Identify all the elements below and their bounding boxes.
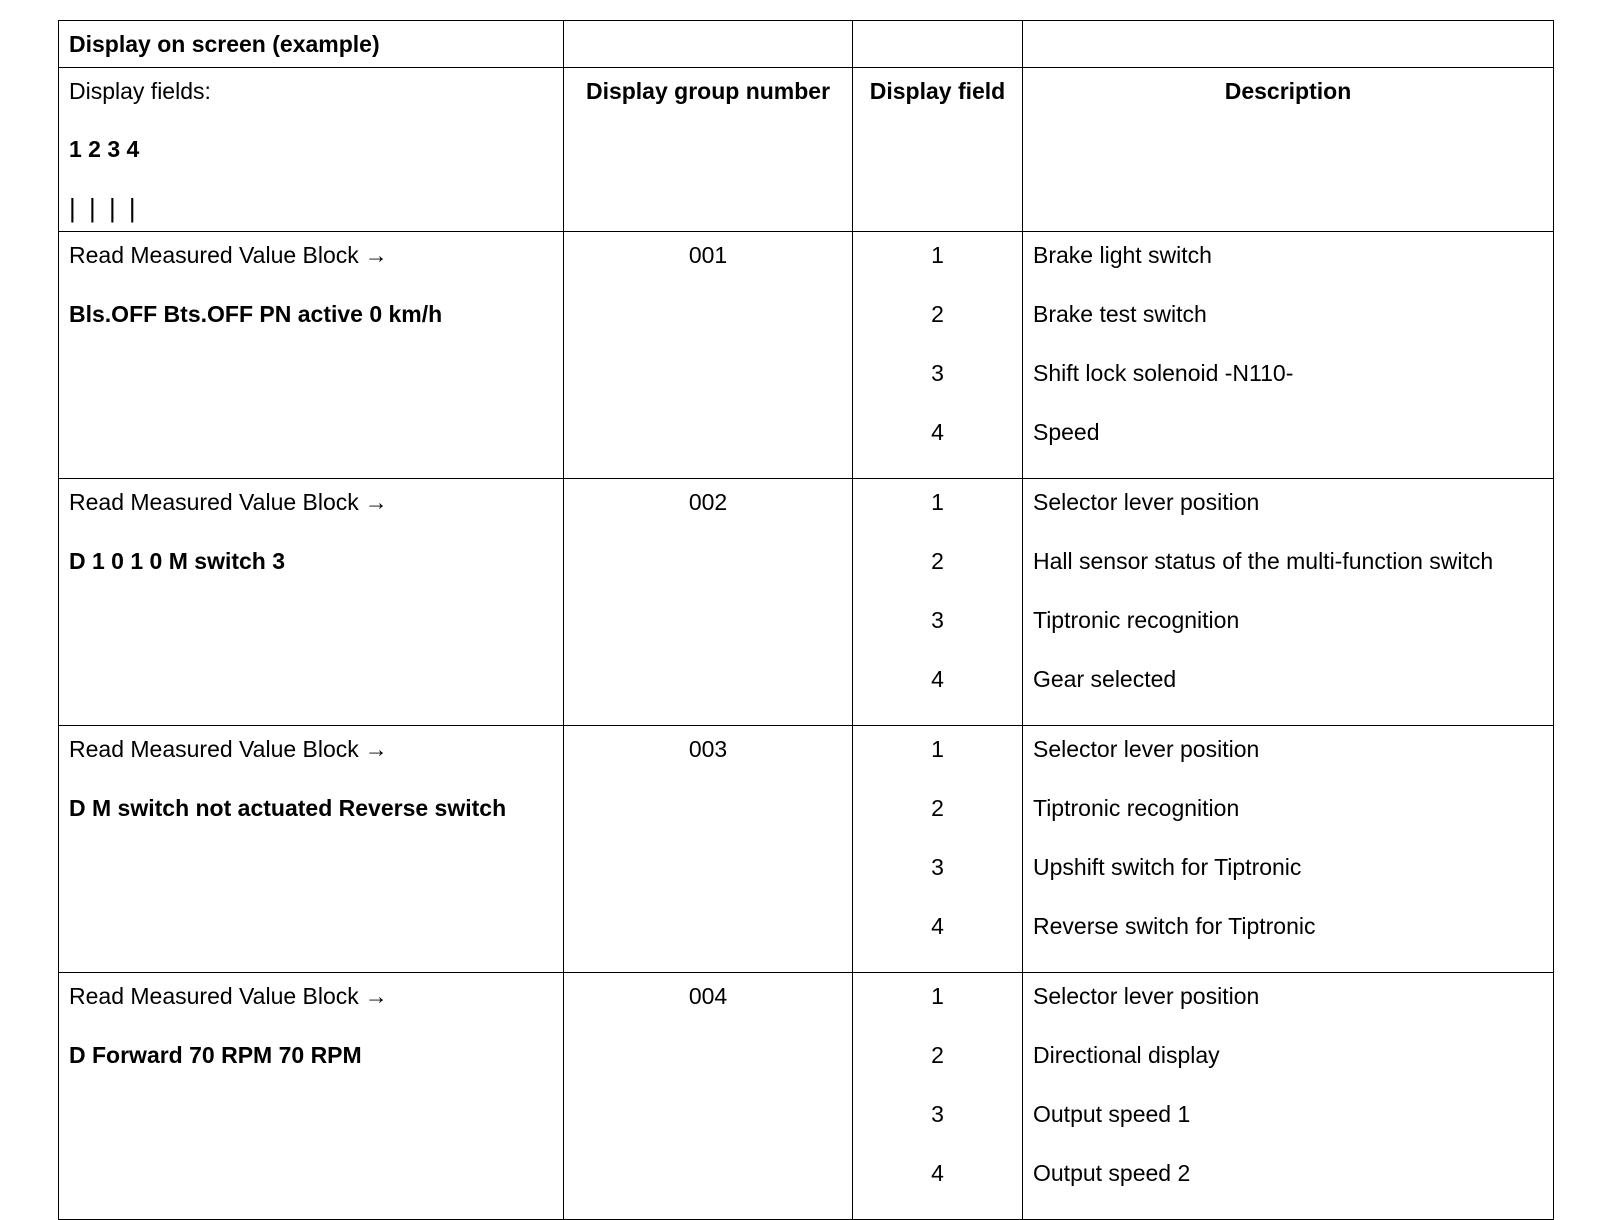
block-cell [59, 479, 564, 726]
field-description: Upshift switch for Tiptronic [1033, 854, 1302, 880]
descriptions-cell [1023, 479, 1554, 726]
title-row [59, 21, 1554, 68]
column-header-row [59, 68, 1554, 232]
field-description: Shift lock solenoid -N110- [1033, 360, 1294, 386]
block-label: Read Measured Value Block [69, 489, 359, 515]
block-cell [59, 232, 564, 479]
group-number: 001 [688, 242, 728, 268]
block-label: Read Measured Value Block [69, 736, 359, 762]
display-fields-label: Display fields: [69, 78, 211, 104]
field-numbers-cell [853, 232, 1023, 479]
group-number-header-cell [564, 68, 853, 232]
field-number: 1 [931, 983, 944, 1009]
field-number: 1 [931, 489, 944, 515]
description-header-cell [1023, 68, 1554, 232]
field-number: 4 [931, 1160, 944, 1186]
field-description: Output speed 1 [1033, 1101, 1191, 1127]
field-number: 1 [931, 736, 944, 762]
field-number: 4 [931, 913, 944, 939]
field-numbers-cell [853, 973, 1023, 1220]
field-number: 3 [931, 360, 944, 386]
field-description: Selector lever position [1033, 489, 1260, 515]
field-description: Brake light switch [1033, 242, 1212, 268]
table-row [59, 479, 1554, 726]
display-fields-bars: | | | | [69, 193, 139, 223]
empty-header-cell [853, 21, 1023, 68]
field-description: Selector lever position [1033, 983, 1260, 1009]
field-number: 2 [931, 1042, 944, 1068]
arrow-right-icon: → [364, 242, 388, 268]
arrow-right-icon: → [364, 736, 388, 762]
field-description: Hall sensor status of the multi-function switch [1033, 548, 1494, 574]
table-title: Display on screen (example) [59, 21, 564, 68]
group-number-cell [564, 973, 853, 1220]
descriptions-cell [1023, 726, 1554, 973]
group-number-cell [564, 479, 853, 726]
field-description: Output speed 2 [1033, 1160, 1191, 1186]
field-number: 4 [931, 419, 944, 445]
field-description: Speed [1033, 419, 1100, 445]
column-header-field: Display field [869, 78, 1006, 104]
block-value: D Forward 70 RPM 70 RPM [69, 1042, 362, 1068]
display-field-header-cell [853, 68, 1023, 232]
block-cell [59, 726, 564, 973]
table-row [59, 232, 1554, 479]
group-number: 004 [688, 983, 728, 1009]
display-groups-table [58, 20, 1554, 1220]
display-fields-cell [59, 68, 564, 232]
group-number: 002 [688, 489, 728, 515]
block-label: Read Measured Value Block [69, 983, 359, 1009]
block-value: D M switch not actuated Reverse switch [69, 795, 507, 821]
field-description: Tiptronic recognition [1033, 795, 1240, 821]
field-number: 3 [931, 1101, 944, 1127]
empty-header-cell [1023, 21, 1554, 68]
empty-header-cell [564, 21, 853, 68]
display-fields-numbers: 1 2 3 4 [69, 136, 140, 162]
field-description: Tiptronic recognition [1033, 607, 1240, 633]
field-numbers-cell [853, 726, 1023, 973]
field-number: 3 [931, 607, 944, 633]
group-number-cell [564, 232, 853, 479]
field-number: 2 [931, 795, 944, 821]
descriptions-cell [1023, 232, 1554, 479]
column-header-group: Display group number [585, 78, 831, 104]
table-row [59, 726, 1554, 973]
group-number-cell [564, 726, 853, 973]
block-value: Bls.OFF Bts.OFF PN active 0 km/h [69, 301, 443, 327]
field-number: 1 [931, 242, 944, 268]
descriptions-cell [1023, 973, 1554, 1220]
field-description: Directional display [1033, 1042, 1220, 1068]
field-number: 4 [931, 666, 944, 692]
block-value: D 1 0 1 0 M switch 3 [69, 548, 286, 574]
field-number: 2 [931, 548, 944, 574]
field-numbers-cell [853, 479, 1023, 726]
field-description: Gear selected [1033, 666, 1177, 692]
field-number: 2 [931, 301, 944, 327]
field-number: 3 [931, 854, 944, 880]
group-number: 003 [688, 736, 728, 762]
column-header-description: Description [1224, 78, 1352, 104]
field-description: Selector lever position [1033, 736, 1260, 762]
arrow-right-icon: → [364, 983, 388, 1009]
block-cell [59, 973, 564, 1220]
table-row [59, 973, 1554, 1220]
block-label: Read Measured Value Block [69, 242, 359, 268]
field-description: Reverse switch for Tiptronic [1033, 913, 1316, 939]
arrow-right-icon: → [364, 489, 388, 515]
field-description: Brake test switch [1033, 301, 1207, 327]
